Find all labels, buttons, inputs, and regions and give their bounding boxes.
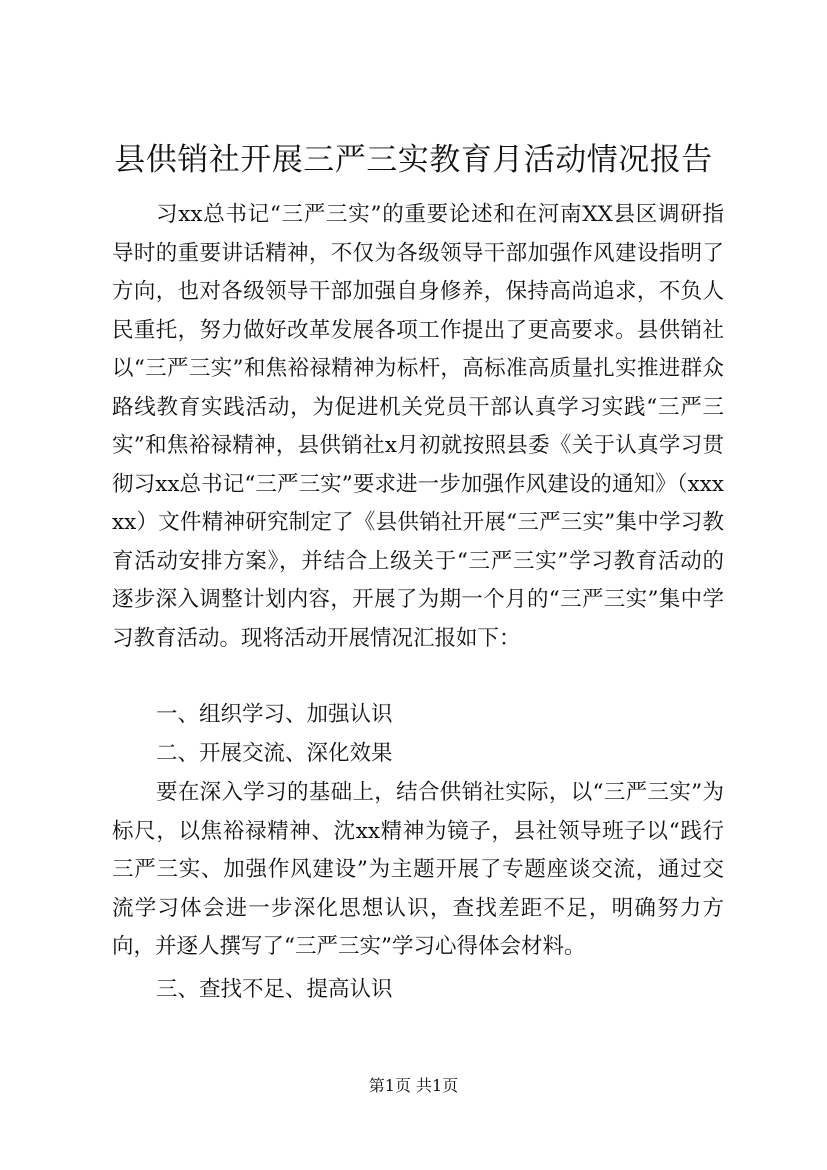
section-heading-1: 一、组织学习、加强认识 <box>156 702 393 727</box>
paragraph-intro: 习xx总书记“三严三实”的重要论述和在河南XX县区调研指导时的重要讲话精神，不仅为各级领导干部加强作风建设指明了方向，也对各级领导干部加强自身修养，保持高尚追求，不负人民重托，努力做好改革发展各项工作提出了更高要求。县供销社以“三严三实”和焦裕禄精神为标杆，高标准高质量扎实推进群众路线教育实践活动，为促进机关党员干部认真学习实践“三严三实”和焦裕禄精神，县供销社x月初就按照县委《关于认真学习贯彻习xx总书记“三严三实”要求进一步加强作风建设的通知》（xxxxx）文件精神研究制定了《县供销社开展“三严三实”集中学习教育活动安排方案》，并结合上级关于“三严三实”学习教育活动的逐步深入调整计划内容，开展了为期一个月的“三严三实”集中学习教育活动。现将活动开展情况汇报如下： <box>112 202 724 651</box>
section-heading-2: 二、开展交流、深化效果 <box>156 741 393 766</box>
page-footer: 第1页 共1页 <box>368 1076 459 1095</box>
paragraph-exchange: 要在深入学习的基础上，结合供销社实际，以“三严三实”为标尺，以焦裕禄精神、沈xx精神为镜子，县社领导班子以“践行三严三实、加强作风建设”为主题开展了专题座谈交流，通过交流学习体会进一步深化思想认识，查找差距不足，明确努力方向，并逐人撰写了“三严三实”学习心得体会材料。 <box>112 780 724 959</box>
document-title: 县供销社开展三严三实教育月活动情况报告 <box>114 142 713 178</box>
section-heading-3: 三、查找不足、提高认识 <box>156 977 393 1002</box>
